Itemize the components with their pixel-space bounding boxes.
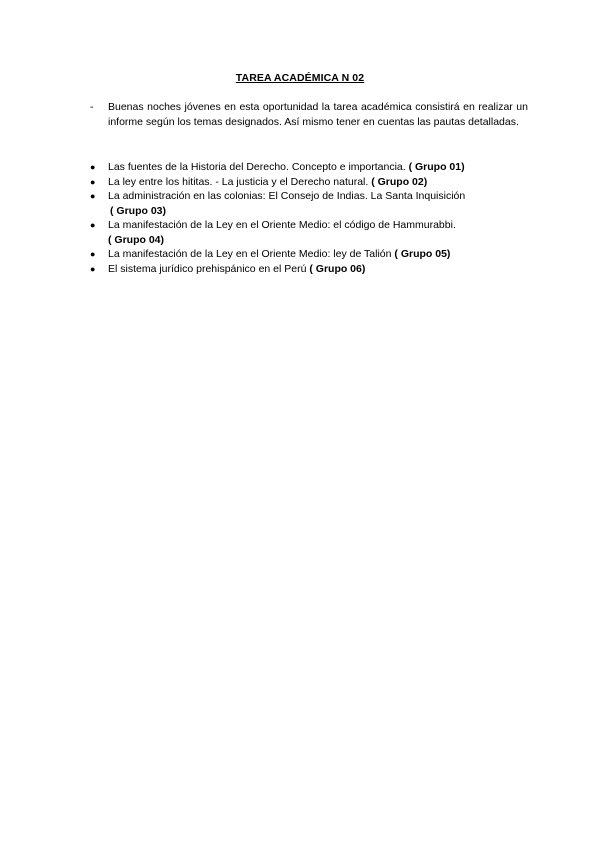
- group-label: ( Grupo 03): [110, 204, 167, 217]
- bullet-icon: ●: [90, 249, 96, 259]
- topic-text: La ley entre los hititas. - La justicia y el Derecho natural.: [108, 175, 372, 188]
- topic-item-5: [90, 247, 530, 262]
- topic-text: Las fuentes de la Historia del Derecho. Concepto e importancia.: [108, 161, 409, 173]
- topic-text: La manifestación de la Ley en el Oriente Medio: ley de Talión: [108, 248, 395, 260]
- group-label: ( Grupo 01): [408, 161, 465, 173]
- bullet-icon: ●: [90, 263, 96, 274]
- topic-item-6: [90, 262, 530, 277]
- topic-item-4: [90, 218, 530, 247]
- bullet-icon: ●: [90, 191, 96, 201]
- intro-text: Buenas noches jóvenes en esta oportunidad la tarea académica consistirá en realizar un informe según los temas designados. Así mismo tener en cuentas las pautas detalladas.: [108, 101, 528, 128]
- topic-item-2: [90, 175, 530, 190]
- bullet-icon: ●: [90, 162, 96, 172]
- bullet-icon: ●: [90, 176, 96, 187]
- intro-dash-marker: -: [90, 101, 94, 113]
- group-label: ( Grupo 06): [309, 262, 366, 275]
- bullet-icon: ●: [90, 220, 96, 230]
- topic-text: La administración en las colonias: El Consejo de Indias. La Santa Inquisición: [108, 190, 466, 202]
- intro-paragraph: [90, 100, 528, 130]
- topic-item-1: [90, 160, 530, 175]
- group-label: ( Grupo 05): [394, 248, 451, 260]
- document-title: TAREA ACADÉMICA N 02: [235, 72, 365, 84]
- topics-list: [90, 160, 530, 276]
- group-label: ( Grupo 02): [371, 175, 428, 188]
- topic-item-3: [90, 189, 530, 218]
- group-label: ( Grupo 04): [108, 233, 165, 246]
- topic-text: El sistema jurídico prehispánico en el Perú: [108, 262, 310, 275]
- topic-text: La manifestación de la Ley en el Oriente Medio: el código de Hammurabbi.: [108, 219, 456, 231]
